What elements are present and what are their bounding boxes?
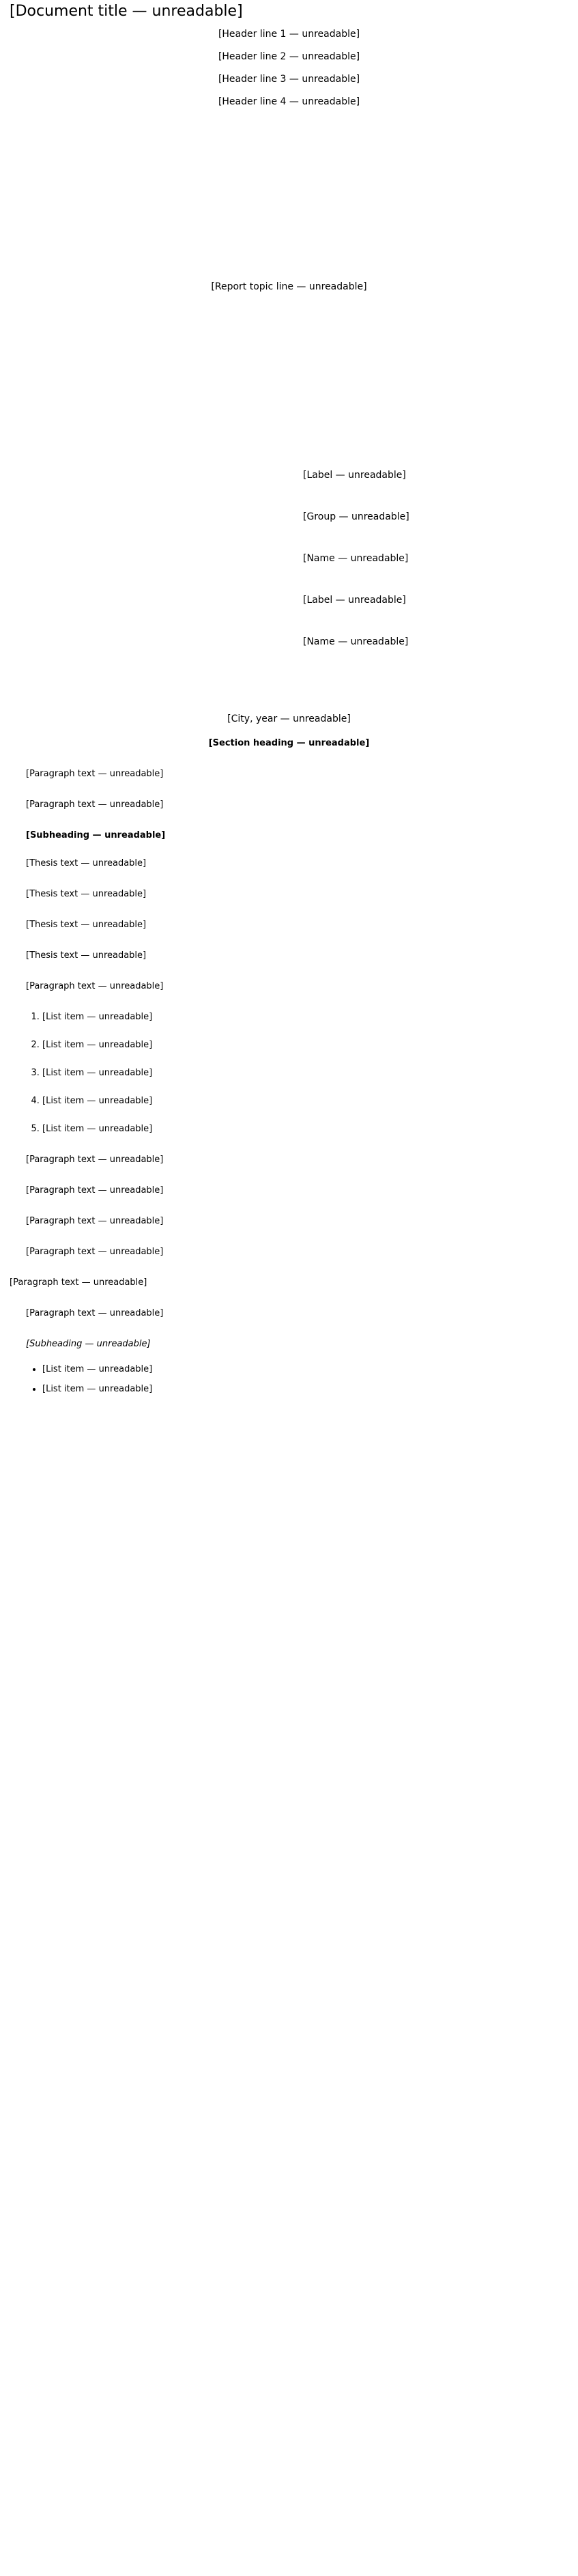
list-item: • [List item — unreadable] — [42, 1382, 568, 1396]
header-line: [Header line 3 — unreadable] — [218, 74, 360, 85]
bullet-list — [10, 1362, 568, 1396]
paragraph: [Paragraph text — unreadable] — [26, 799, 164, 810]
list-item: 3. [List item — unreadable] — [42, 1066, 568, 1080]
paragraph: [Paragraph text — unreadable] — [26, 769, 164, 779]
list-item: 2. [List item — unreadable] — [42, 1038, 568, 1052]
city-year: [City, year — unreadable] — [227, 713, 351, 724]
paragraph: [Paragraph text — unreadable] — [26, 1185, 164, 1195]
header-line: [Header line 2 — unreadable] — [218, 51, 360, 62]
thesis: [Thesis text — unreadable] — [26, 920, 147, 930]
author-line: [Group — unreadable] — [303, 511, 409, 522]
report-theme: [Report topic line — unreadable] — [211, 281, 367, 292]
author-line: [Name — unreadable] — [303, 553, 409, 564]
page-title: [Document title — unreadable] — [10, 3, 243, 20]
author-line: [Label — unreadable] — [303, 470, 406, 481]
numbered-list — [10, 1010, 568, 1136]
paragraph: [Paragraph text — unreadable] — [26, 1216, 164, 1226]
section-title: [Section heading — unreadable] — [208, 738, 370, 748]
paragraph: [Paragraph text — unreadable] — [10, 1277, 147, 1288]
author-line: [Name — unreadable] — [303, 636, 409, 647]
thesis: [Thesis text — unreadable] — [26, 950, 147, 961]
conclusions-heading: [Subheading — unreadable] — [26, 1339, 151, 1349]
header-line: [Header line 1 — unreadable] — [218, 29, 360, 40]
list-item: • [List item — unreadable] — [42, 1362, 568, 1376]
thesis: [Thesis text — unreadable] — [26, 889, 147, 899]
paragraph: [Paragraph text — unreadable] — [26, 1155, 164, 1165]
paragraph: [Paragraph text — unreadable] — [26, 1308, 164, 1318]
document-header — [10, 27, 568, 109]
paragraph: [Paragraph text — unreadable] — [26, 1247, 164, 1257]
list-item: 1. [List item — unreadable] — [42, 1010, 568, 1024]
theses-heading: [Subheading — unreadable] — [26, 830, 166, 840]
list-item: 5. [List item — unreadable] — [42, 1122, 568, 1136]
document-page — [0, 1, 578, 1396]
author-block — [303, 468, 568, 649]
author-line: [Label — unreadable] — [303, 595, 406, 606]
header-line: [Header line 4 — unreadable] — [218, 96, 360, 107]
list-item: 4. [List item — unreadable] — [42, 1094, 568, 1108]
thesis: [Thesis text — unreadable] — [26, 858, 147, 868]
paragraph: [Paragraph text — unreadable] — [26, 981, 164, 991]
